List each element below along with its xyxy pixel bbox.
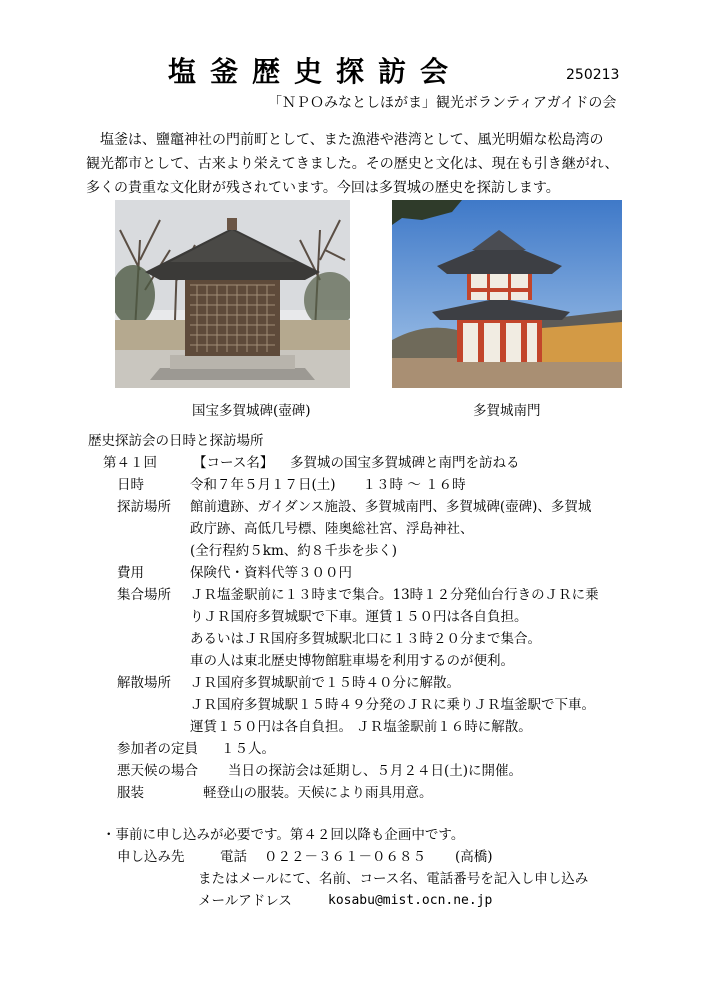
intro-line: 多くの貴重な文化財が残されています。今回は多賀城の歴史を探訪します。 <box>86 180 560 196</box>
course-tag: 【コース名】 <box>193 455 274 471</box>
weather-label: 悪天候の場合 <box>117 763 198 779</box>
clothing-label: 服装 <box>117 785 144 801</box>
meeting-line: ＪＲ塩釜駅前に１３時まで集合。13時１２分発仙台行きのＪＲに乗 <box>190 587 599 603</box>
meeting-line: 車の人は東北歴史博物館駐車場を利用するのが便利。 <box>190 653 514 669</box>
apply-to-label: 申し込み先 <box>117 849 185 865</box>
datetime-value: 令和７年５月１７日(土) １３時 ～ １６時 <box>190 477 466 493</box>
dismissal-line: ＪＲ国府多賀城駅前で１５時４０分に解散。 <box>190 675 460 691</box>
intro-line: 塩釜は、鹽竈神社の門前町として、また漁港や港湾として、風光明媚な松島湾の <box>100 132 604 148</box>
document-number: 250213 <box>566 67 620 83</box>
places-line: 館前遺跡、ガイダンス施設、多賀城南門、多賀城碑(壺碑)、多賀城 <box>190 499 592 515</box>
page-title: 塩釜歴史探訪会 <box>168 55 463 88</box>
phone-label: 電話 <box>220 849 247 865</box>
dismissal-label: 解散場所 <box>117 675 171 691</box>
fee-label: 費用 <box>117 565 144 581</box>
places-line: 政庁跡、高低几号標、陸奥総社宮、浮島神社、 <box>190 521 474 537</box>
dismissal-line: 運賃１５０円は各自負担。 ＪＲ塩釜駅前１６時に解散。 <box>190 719 532 735</box>
fee-value: 保険代・資料代等３００円 <box>190 565 352 581</box>
places-label: 探訪場所 <box>117 499 171 515</box>
intro-paragraph <box>86 128 646 200</box>
meeting-line: りＪＲ国府多賀城駅で下車。運賃１５０円は各自負担。 <box>190 609 528 625</box>
dismissal-line: ＪＲ国府多賀城駅１５時４９分発のＪＲに乗りＪＲ塩釜駅で下車。 <box>190 697 595 713</box>
photo-caption-right: 多賀城南門 <box>473 403 541 419</box>
photo-tagajo-stele <box>115 200 350 388</box>
intro-line: 観光都市として、古来より栄えてきました。その歴史と文化は、現在も引き継がれ、 <box>86 156 619 172</box>
mail-note: またはメールにて、名前、コース名、電話番号を記入し申し込み <box>198 871 589 887</box>
email-label: メールアドレス <box>198 893 292 909</box>
session-number: 第４１回 <box>103 455 157 471</box>
meeting-label: 集合場所 <box>117 587 171 603</box>
photo-tagajo-south-gate <box>392 200 622 388</box>
contact-name: (高橋) <box>455 849 493 865</box>
photo-caption-left: 国宝多賀城碑(壺碑) <box>192 403 311 419</box>
clothing-value: 軽登山の服装。天候により雨具用意。 <box>203 785 433 801</box>
datetime-label: 日時 <box>117 477 144 493</box>
meeting-line: あるいはＪＲ国府多賀城駅北口に１３時２０分まで集合。 <box>190 631 541 647</box>
weather-value: 当日の探訪会は延期し、５月２４日(土)に開催。 <box>228 763 523 779</box>
organization-name: 「ＮＰＯみなとしほがま」観光ボランティアガイドの会 <box>268 95 617 111</box>
places-line: (全行程約５km、約８千歩を歩く) <box>190 543 398 559</box>
section-heading: 歴史探訪会の日時と探訪場所 <box>88 433 264 449</box>
phone-number: ０２２－３６１－０６８５ <box>264 849 426 865</box>
email-address[interactable]: kosabu@mist.ocn.ne.jp <box>328 893 493 908</box>
apply-note: ・事前に申し込みが必要です。第４２回以降も企画中です。 <box>102 827 465 843</box>
course-name: 多賀城の国宝多賀城碑と南門を訪ねる <box>290 455 520 471</box>
capacity-value: １５人。 <box>221 741 275 757</box>
capacity-label: 参加者の定員 <box>117 741 198 757</box>
